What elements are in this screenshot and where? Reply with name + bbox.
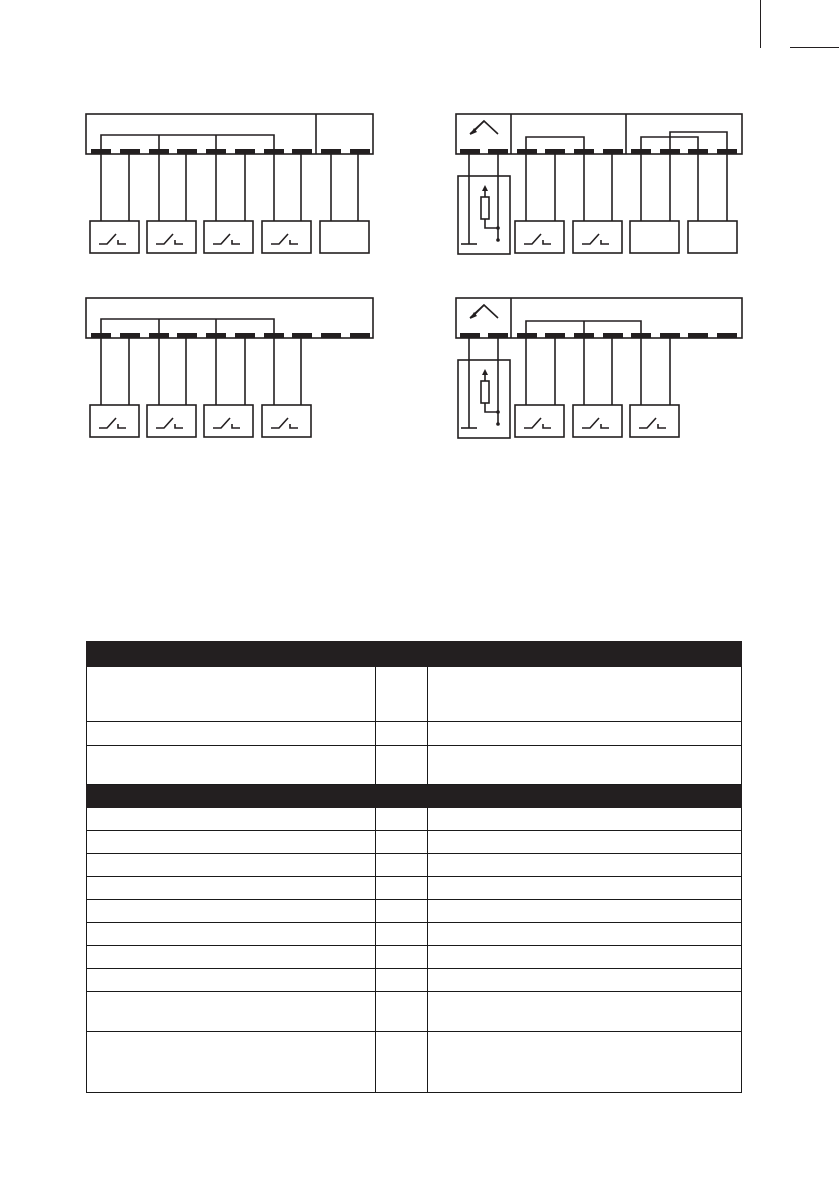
table-row xyxy=(87,831,742,854)
common-bus xyxy=(101,135,274,150)
table-cell xyxy=(376,785,428,808)
common-bus xyxy=(101,319,274,334)
table-cell xyxy=(428,785,742,808)
table-cell xyxy=(376,667,428,722)
table-cell xyxy=(87,854,376,877)
table-cell xyxy=(428,831,742,854)
table-cell xyxy=(428,923,742,946)
table-cell xyxy=(428,900,742,923)
wiring-diagram-bottom-right xyxy=(456,298,742,438)
table-cell xyxy=(428,667,742,722)
table-cell xyxy=(87,969,376,992)
table-cell xyxy=(428,877,742,900)
table-cell xyxy=(87,900,376,923)
table-cell xyxy=(428,969,742,992)
table-section-header xyxy=(87,642,742,667)
table-row xyxy=(87,722,742,746)
table-cell xyxy=(376,746,428,785)
table-row xyxy=(87,1032,742,1093)
table-cell xyxy=(87,642,376,667)
switch-input xyxy=(515,221,564,253)
switch-input xyxy=(630,405,679,437)
table-cell xyxy=(428,642,742,667)
wiring-diagrams xyxy=(0,0,839,470)
table-section-header xyxy=(87,785,742,808)
wiring-diagram-top-left xyxy=(86,114,373,253)
table-cell xyxy=(376,923,428,946)
sensor-symbol xyxy=(470,305,498,319)
controller-housing xyxy=(86,298,373,338)
table-cell xyxy=(428,1032,742,1093)
table-cell xyxy=(376,808,428,831)
table-row xyxy=(87,946,742,969)
switch-input xyxy=(147,221,196,253)
table-cell xyxy=(87,877,376,900)
crop-mark-top-right xyxy=(760,0,761,48)
table-cell xyxy=(376,831,428,854)
switch-input xyxy=(262,221,311,253)
table-cell xyxy=(376,946,428,969)
table-cell xyxy=(87,808,376,831)
switch-input xyxy=(90,221,139,253)
table-cell xyxy=(87,992,376,1032)
controller-housing xyxy=(456,298,742,338)
table-cell xyxy=(87,923,376,946)
switch-input xyxy=(515,405,564,437)
table-cell xyxy=(428,746,742,785)
table-cell xyxy=(428,722,742,746)
controller-housing xyxy=(456,114,742,154)
table-cell xyxy=(87,1032,376,1093)
switch-input xyxy=(204,221,253,253)
switch-input xyxy=(262,405,311,437)
switch-input xyxy=(573,221,622,253)
table-row xyxy=(87,746,742,785)
table-row xyxy=(87,808,742,831)
sensor-probe xyxy=(458,154,510,254)
crop-mark-top-right xyxy=(790,47,839,48)
wiring-diagram-top-right xyxy=(456,114,742,254)
table-cell xyxy=(87,946,376,969)
switch-input xyxy=(90,405,139,437)
table-cell xyxy=(428,808,742,831)
table-row xyxy=(87,667,742,722)
table-cell xyxy=(87,746,376,785)
table-row xyxy=(87,854,742,877)
output-device-box xyxy=(688,221,737,253)
table-cell xyxy=(428,992,742,1032)
table-cell xyxy=(376,722,428,746)
table-cell xyxy=(376,1032,428,1093)
wiring-diagram-bottom-left xyxy=(86,298,373,437)
table-cell xyxy=(376,877,428,900)
sensor-symbol xyxy=(470,121,498,135)
table-row xyxy=(87,923,742,946)
table-cell xyxy=(87,831,376,854)
sensor-probe xyxy=(458,338,510,438)
table-row xyxy=(87,877,742,900)
switch-input xyxy=(147,405,196,437)
table-cell xyxy=(87,722,376,746)
controller-housing xyxy=(86,114,373,154)
table-row xyxy=(87,969,742,992)
common-bus xyxy=(526,137,584,150)
table-cell xyxy=(87,785,376,808)
table-cell xyxy=(87,667,376,722)
table-cell xyxy=(376,854,428,877)
switch-input xyxy=(573,405,622,437)
table-cell xyxy=(376,992,428,1032)
output-device-box xyxy=(630,221,679,253)
table-cell xyxy=(376,900,428,923)
output-device-box xyxy=(320,221,369,253)
table-row xyxy=(87,900,742,923)
table-cell xyxy=(428,946,742,969)
specification-table xyxy=(86,641,742,1093)
table-row xyxy=(87,992,742,1032)
table-cell xyxy=(428,854,742,877)
table-cell xyxy=(376,642,428,667)
switch-input xyxy=(204,405,253,437)
table-cell xyxy=(376,969,428,992)
